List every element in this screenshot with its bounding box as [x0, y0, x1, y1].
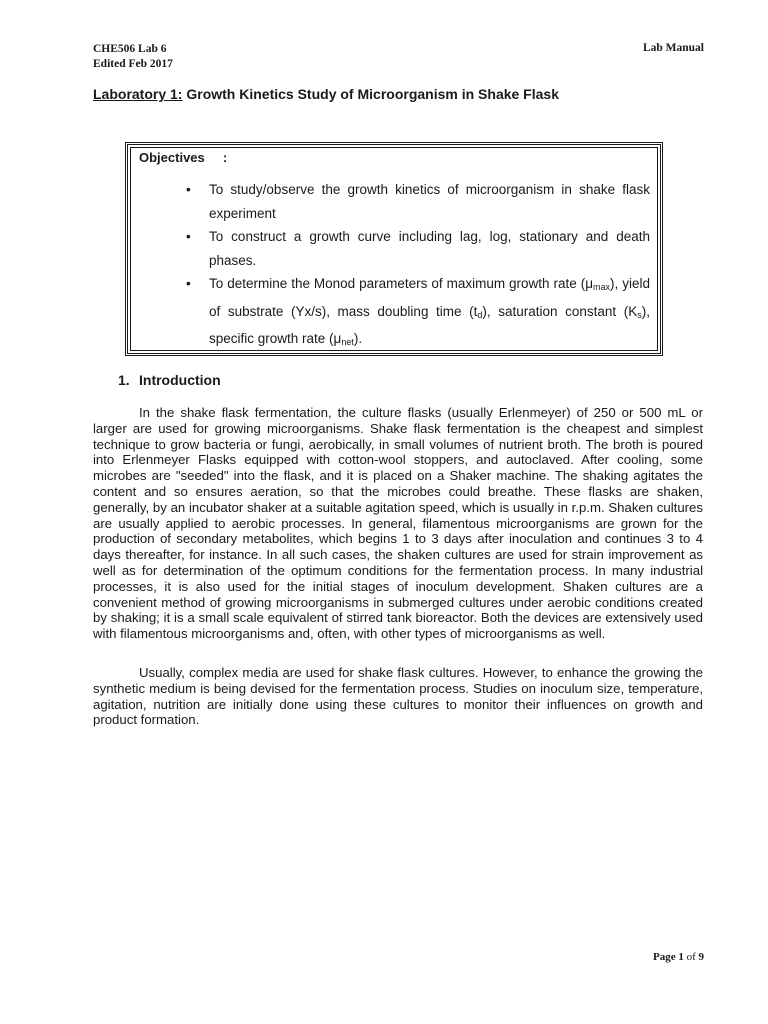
- lab-title: Growth Kinetics Study of Microorganism in Shake Flask: [182, 86, 559, 102]
- objectives-list: [186, 178, 650, 355]
- mu-symbol: μ: [333, 331, 342, 346]
- document-header-left: [93, 42, 173, 72]
- objective-text-part: ), saturation constant (K: [482, 303, 638, 319]
- bullet-icon: •: [186, 229, 191, 244]
- objective-item: [186, 272, 650, 355]
- objective-text-part: ), specific growth rate (: [209, 303, 650, 346]
- mu-symbol: μ: [585, 276, 594, 291]
- section-number: 1.: [118, 372, 130, 388]
- objective-text: To study/observe the growth kinetics of microorganism in shake flask experiment: [209, 182, 650, 221]
- intro-paragraph-1: In the shake flask fermentation, the culture flasks (usually Erlenmeyer) of 250 or 500 mL or larger are used for growing microorganisms. Shake flask fermentation is the cheapest and simplest technique to grow bacteria or fungi, aerobically, in small volumes of nutrient broth. The broth is poured into Erlenmeyer Flasks equipped with cotton-wool stoppers, and autoclaved. After cooling, some microbes are "seeded" into the flask, and it is placed on a Shaker machine. The shaking agitates the content and so ensures aeration, so that the microbes could breathe. These flasks are shaken, generally, by an incubator shaker at a suitable agitation speed, which is usually in r.p.m. Shaken cultures are usually applied to aerobic processes. In general, filamentous microorganisms are grown for the production of secondary metabolites, which begins 1 to 3 days after inoculation and continues 3 to 4 days thereafter, for instance. In all such cases, the shaken cultures are used for strain improvement as well as for determination of the optimum conditions for the fermentation process. In many industrial processes, it is also used for the initial stages of inoculum development. Shaken cultures are a convenient method of growing microorganisms in submerged cultures under aerobic conditions created by shaking; it is a small scale equivalent of stirred tank bioreactor. Both the devices are extensively used with filamentous microorganisms and, often, with other types of microorganisms as well.: [93, 405, 703, 642]
- subscript-max: max: [593, 282, 611, 292]
- section-heading: [118, 372, 221, 388]
- bullet-icon: •: [186, 182, 191, 197]
- course-code: CHE506 Lab 6: [93, 43, 167, 55]
- page-label: Page: [652, 951, 679, 963]
- objective-text: To construct a growth curve including lag, log, stationary and death phases.: [209, 229, 650, 268]
- objective-text-part: ), yield of substrate (Yx/s), mass doubling time (t: [209, 276, 650, 319]
- page-total: 9: [698, 951, 704, 963]
- objective-item: [186, 225, 650, 272]
- edited-date: Edited Feb 2017: [93, 58, 173, 70]
- lab-number: Laboratory 1:: [93, 86, 183, 102]
- objective-item: [186, 178, 650, 225]
- bullet-icon: •: [186, 276, 191, 291]
- page-title: [93, 86, 559, 102]
- document-header-right: Lab Manual: [642, 42, 704, 54]
- objective-text-part: ).: [353, 331, 363, 346]
- objective-text: [209, 276, 650, 346]
- section-title: Introduction: [139, 372, 221, 388]
- page-current: 1: [678, 951, 684, 963]
- page-of: of: [683, 951, 699, 963]
- objective-text-part: To determine the Monod parameters of maximum growth rate (: [209, 276, 586, 291]
- subscript-net: net: [341, 337, 354, 347]
- intro-paragraph-2: Usually, complex media are used for shake flask cultures. However, to enhance the growing the synthetic medium is being devised for the fermentation process. Studies on inoculum size, temperature, agitation, nutrition are initially done using these cultures to monitor their influences on growth and product formation.: [93, 665, 703, 728]
- page-footer: [653, 951, 704, 963]
- subscript-s: s: [637, 309, 642, 320]
- objectives-heading: Objectives :: [139, 150, 228, 165]
- subscript-d: d: [477, 309, 483, 320]
